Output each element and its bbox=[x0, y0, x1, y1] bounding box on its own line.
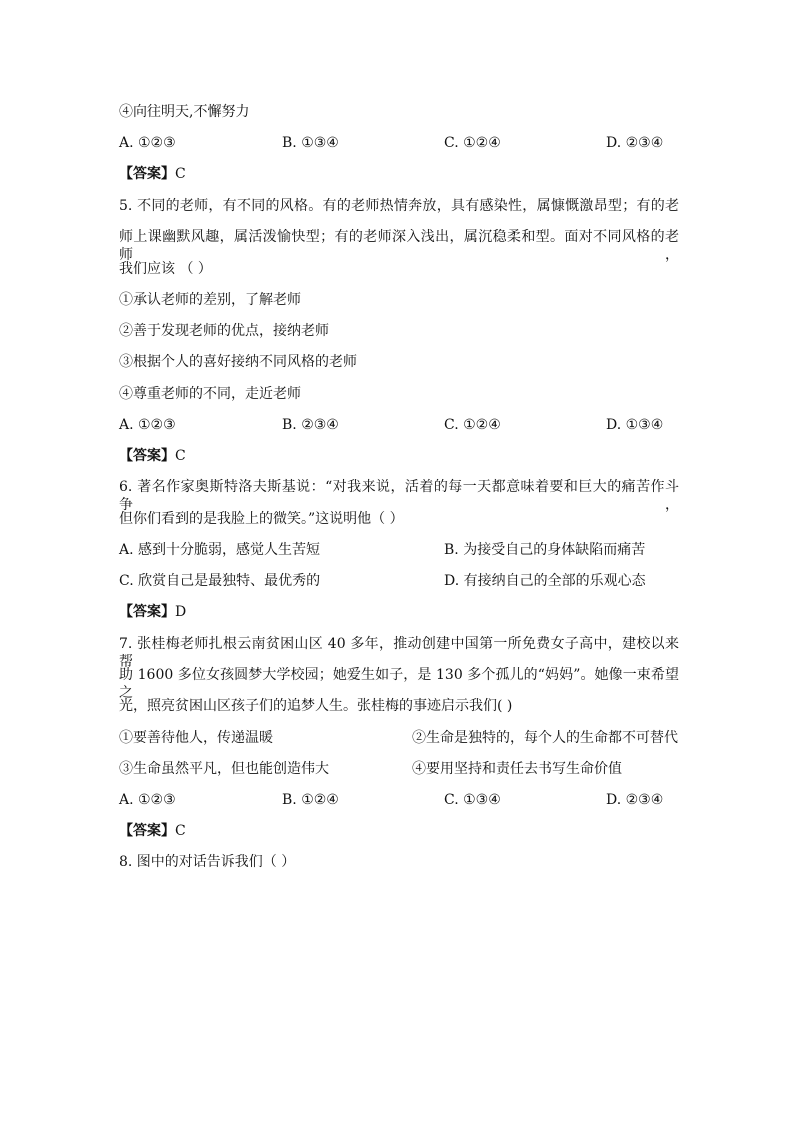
q5-item-3: ③根据个人的喜好接纳不同风格的老师 bbox=[119, 354, 357, 370]
q6-option-b: B. 为接受自己的身体缺陷而痛苦 bbox=[444, 542, 646, 558]
q4-option-a: A. ①②③ bbox=[119, 135, 176, 151]
q7-option-d: D. ②③④ bbox=[606, 792, 664, 808]
answer-label: 【答案】 bbox=[119, 604, 175, 620]
q4-item-4: ④向往明天,不懈努力 bbox=[119, 104, 250, 120]
q7-answer bbox=[119, 822, 186, 840]
q4-answer bbox=[119, 165, 186, 183]
answer-value: C bbox=[175, 448, 186, 464]
q7-item-4: ④要用坚持和责任去书写生命价值 bbox=[412, 761, 622, 777]
q5-answer bbox=[119, 447, 186, 465]
q6-option-a: A. 感到十分脆弱，感觉人生苦短 bbox=[119, 542, 321, 558]
q5-option-b: B. ②③④ bbox=[282, 417, 339, 433]
answer-value: C bbox=[175, 166, 186, 182]
answer-value: C bbox=[175, 823, 186, 839]
q4-option-c: C. ①②④ bbox=[444, 135, 501, 151]
q5-option-c: C. ①②④ bbox=[444, 417, 501, 433]
q7-option-a: A. ①②③ bbox=[119, 792, 176, 808]
q7-stem-line-3: 光，照亮贫困山区孩子们的追梦人生。张桂梅的事迹启示我们( ) bbox=[119, 698, 513, 714]
q7-option-c: C. ①③④ bbox=[444, 792, 501, 808]
q6-stem-line-2: 但你们看到的是我脸上的微笑。”这说明他（ ） bbox=[119, 511, 404, 527]
q7-item-2: ②生命是独特的，每个人的生命都不可替代 bbox=[412, 730, 678, 746]
q5-stem-line-2: 师上课幽默风趣，属活泼愉快型；有的老师深入浅出，属沉稳柔和型。面对不同风格的老师， bbox=[119, 229, 679, 263]
q5-stem-line-3: 我们应该 （ ） bbox=[119, 261, 212, 277]
q4-option-d: D. ②③④ bbox=[606, 135, 664, 151]
q7-option-b: B. ①②④ bbox=[282, 792, 339, 808]
answer-label: 【答案】 bbox=[119, 448, 175, 464]
q7-item-1: ①要善待他人，传递温暖 bbox=[119, 730, 273, 746]
q5-option-a: A. ①②③ bbox=[119, 417, 176, 433]
q7-stem-line-2: 助 1600 多位女孩圆梦大学校园；她爱生如子，是 130 多个孤儿的“妈妈”。她像一束希望之 bbox=[119, 667, 679, 701]
q5-item-4: ④尊重老师的不同，走近老师 bbox=[119, 386, 301, 402]
answer-label: 【答案】 bbox=[119, 823, 175, 839]
q6-option-d: D. 有接纳自己的全部的乐观心态 bbox=[444, 573, 646, 589]
q6-answer bbox=[119, 603, 186, 621]
q5-option-d: D. ①③④ bbox=[606, 417, 664, 433]
q4-option-b: B. ①③④ bbox=[282, 135, 339, 151]
q5-stem-line-1: 5. 不同的老师，有不同的风格。有的老师热情奔放，具有感染性，属慷慨激昂型；有的老 bbox=[119, 198, 679, 214]
q5-item-2: ②善于发现老师的优点，接纳老师 bbox=[119, 323, 329, 339]
q5-item-1: ①承认老师的差别，了解老师 bbox=[119, 292, 301, 308]
answer-label: 【答案】 bbox=[119, 166, 175, 182]
q7-item-3: ③生命虽然平凡，但也能创造伟大 bbox=[119, 761, 329, 777]
q6-stem-line-1: 6. 著名作家奥斯特洛夫斯基说：“对我来说，活着的每一天都意味着要和巨大的痛苦作斗争， bbox=[119, 479, 679, 513]
q7-stem-line-1: 7. 张桂梅老师扎根云南贫困山区 40 多年，推动创建中国第一所免费女子高中，建校以来帮 bbox=[119, 636, 679, 670]
q8-stem-line-1: 8. 图中的对话告诉我们（ ） bbox=[119, 854, 296, 870]
q6-option-c: C. 欣赏自己是最独特、最优秀的 bbox=[119, 573, 321, 589]
answer-value: D bbox=[175, 604, 187, 620]
